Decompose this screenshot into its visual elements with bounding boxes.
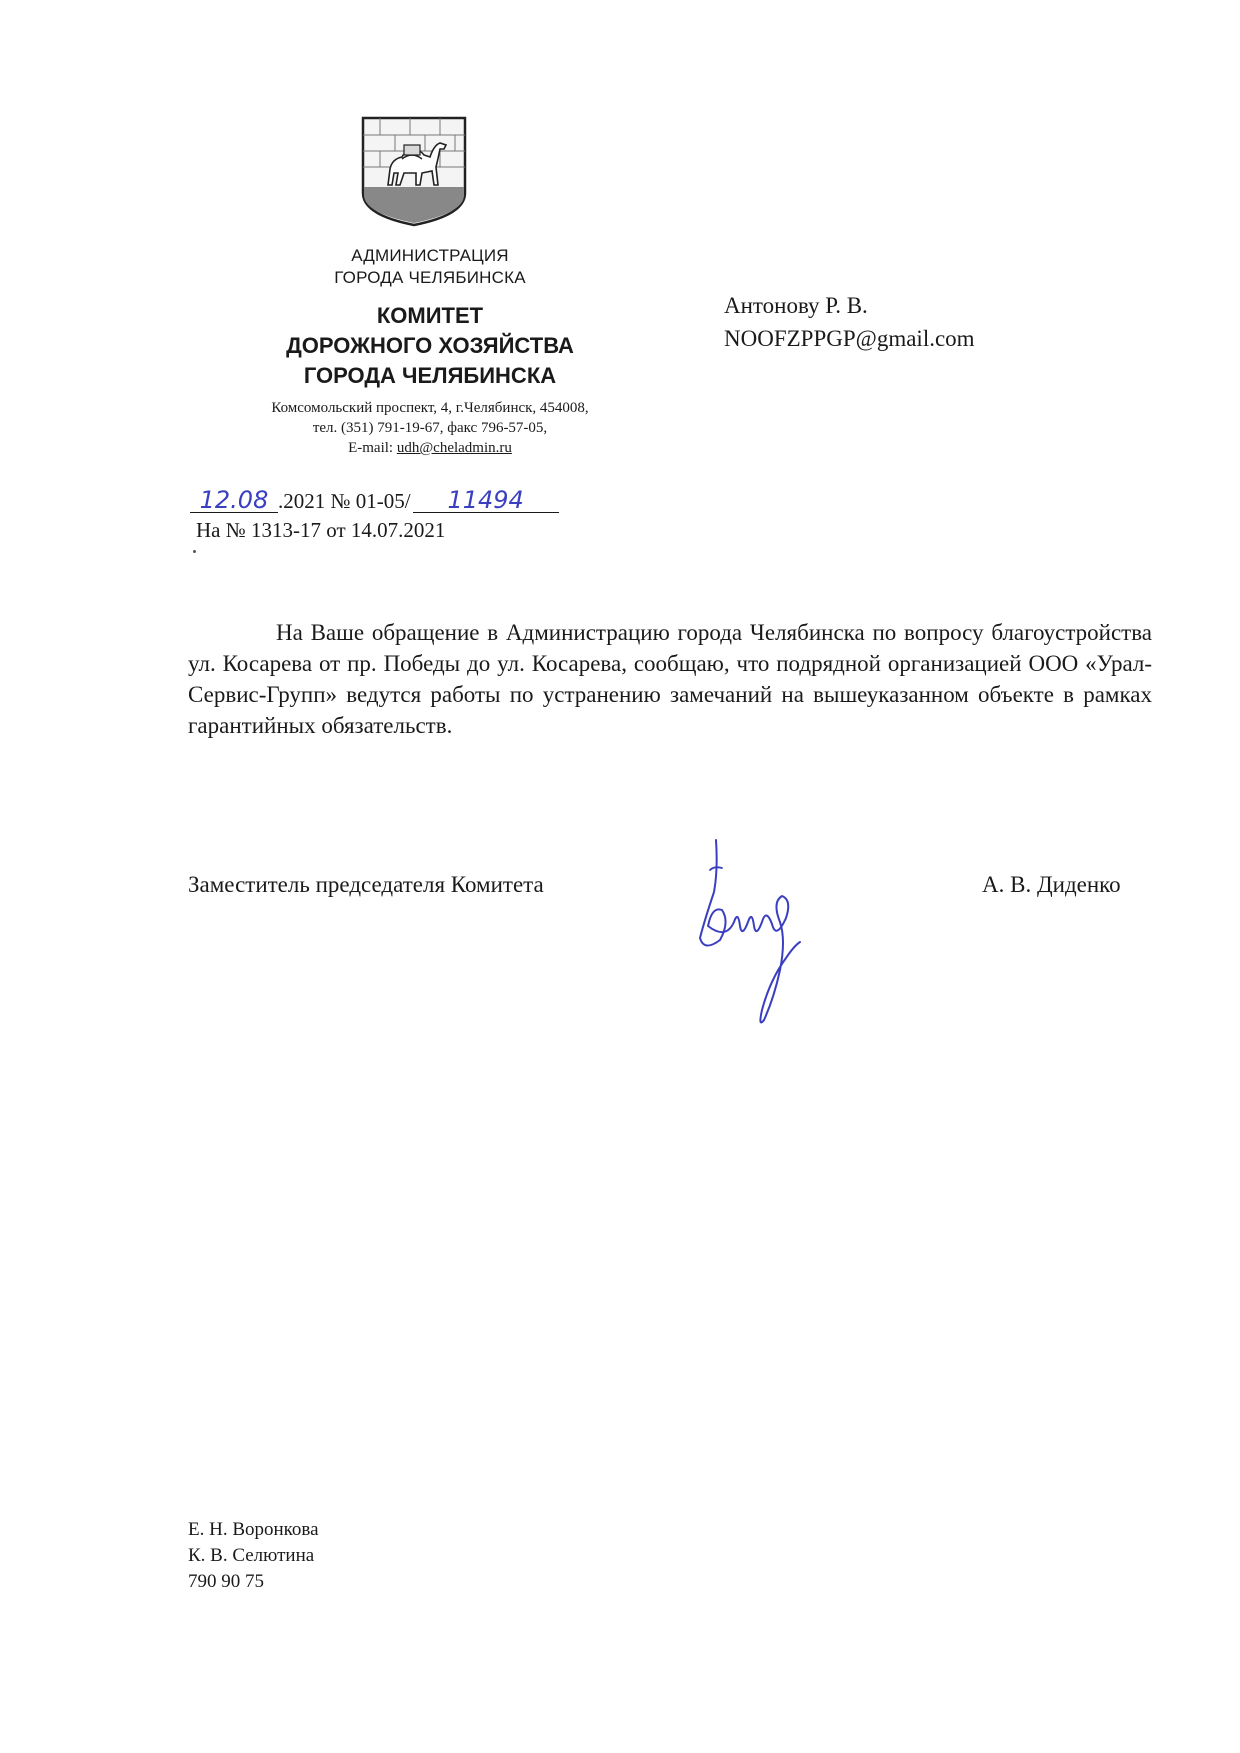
executors-block: [188, 1517, 319, 1595]
postal-address: Комсомольский проспект, 4, г.Челябинск, 454008,: [271, 400, 589, 416]
executor-phone: 790 90 75: [188, 1571, 264, 1592]
email-label: E-mail:: [348, 440, 397, 456]
executor-name: К. В. Селютина: [188, 1545, 315, 1566]
handwritten-number: 11494: [413, 488, 559, 513]
executor-name: Е. Н. Воронкова: [188, 1519, 319, 1540]
phone-fax: тел. (351) 791-19-67, факс 796-57-05,: [312, 420, 548, 436]
registration-prefix: .2021 № 01-05/: [278, 489, 411, 513]
administration-header: [250, 245, 610, 289]
coat-of-arms-icon: [360, 115, 468, 227]
reference-line: На № 1313-17 от 14.07.2021: [196, 518, 446, 542]
scan-speck: [193, 550, 196, 553]
addressee-email: NOOFZPPGP@gmail.com: [724, 326, 975, 351]
administration-city-line: ГОРОДА ЧЕЛЯБИНСКА: [334, 268, 526, 287]
committee-line: ГОРОДА ЧЕЛЯБИНСКА: [303, 363, 557, 388]
signatory-name: А. В. Диденко: [982, 872, 1121, 897]
committee-line: КОМИТЕТ: [376, 303, 484, 328]
addressee-name: Антонову Р. В.: [724, 293, 868, 318]
email-line: [190, 438, 670, 458]
addressee-block: [724, 289, 975, 355]
organization-email-link[interactable]: udh@cheladmin.ru: [396, 440, 512, 456]
organization-contacts: [190, 398, 670, 458]
handwritten-date: 12.08: [190, 488, 278, 513]
signatory-title: Заместитель председателя Комитета: [188, 872, 544, 897]
committee-header: [200, 301, 660, 391]
letter-body: На Ваше обращение в Администрацию города Челябинска по вопросу благоустройства ул. Косарева от пр. Победы до ул. Косарева, сообщаю, что подрядной организацией ООО «Урал-Сервис-Групп» ведутся работы по устранению замечаний на вышеуказанном объекте в рамках гарантийных обязательств.: [188, 620, 1152, 738]
registration-line: [190, 488, 559, 518]
administration-line: АДМИНИСТРАЦИЯ: [351, 246, 509, 265]
committee-line: ДОРОЖНОГО ХОЗЯЙСТВА: [286, 333, 574, 358]
handwritten-signature: [682, 830, 842, 1030]
